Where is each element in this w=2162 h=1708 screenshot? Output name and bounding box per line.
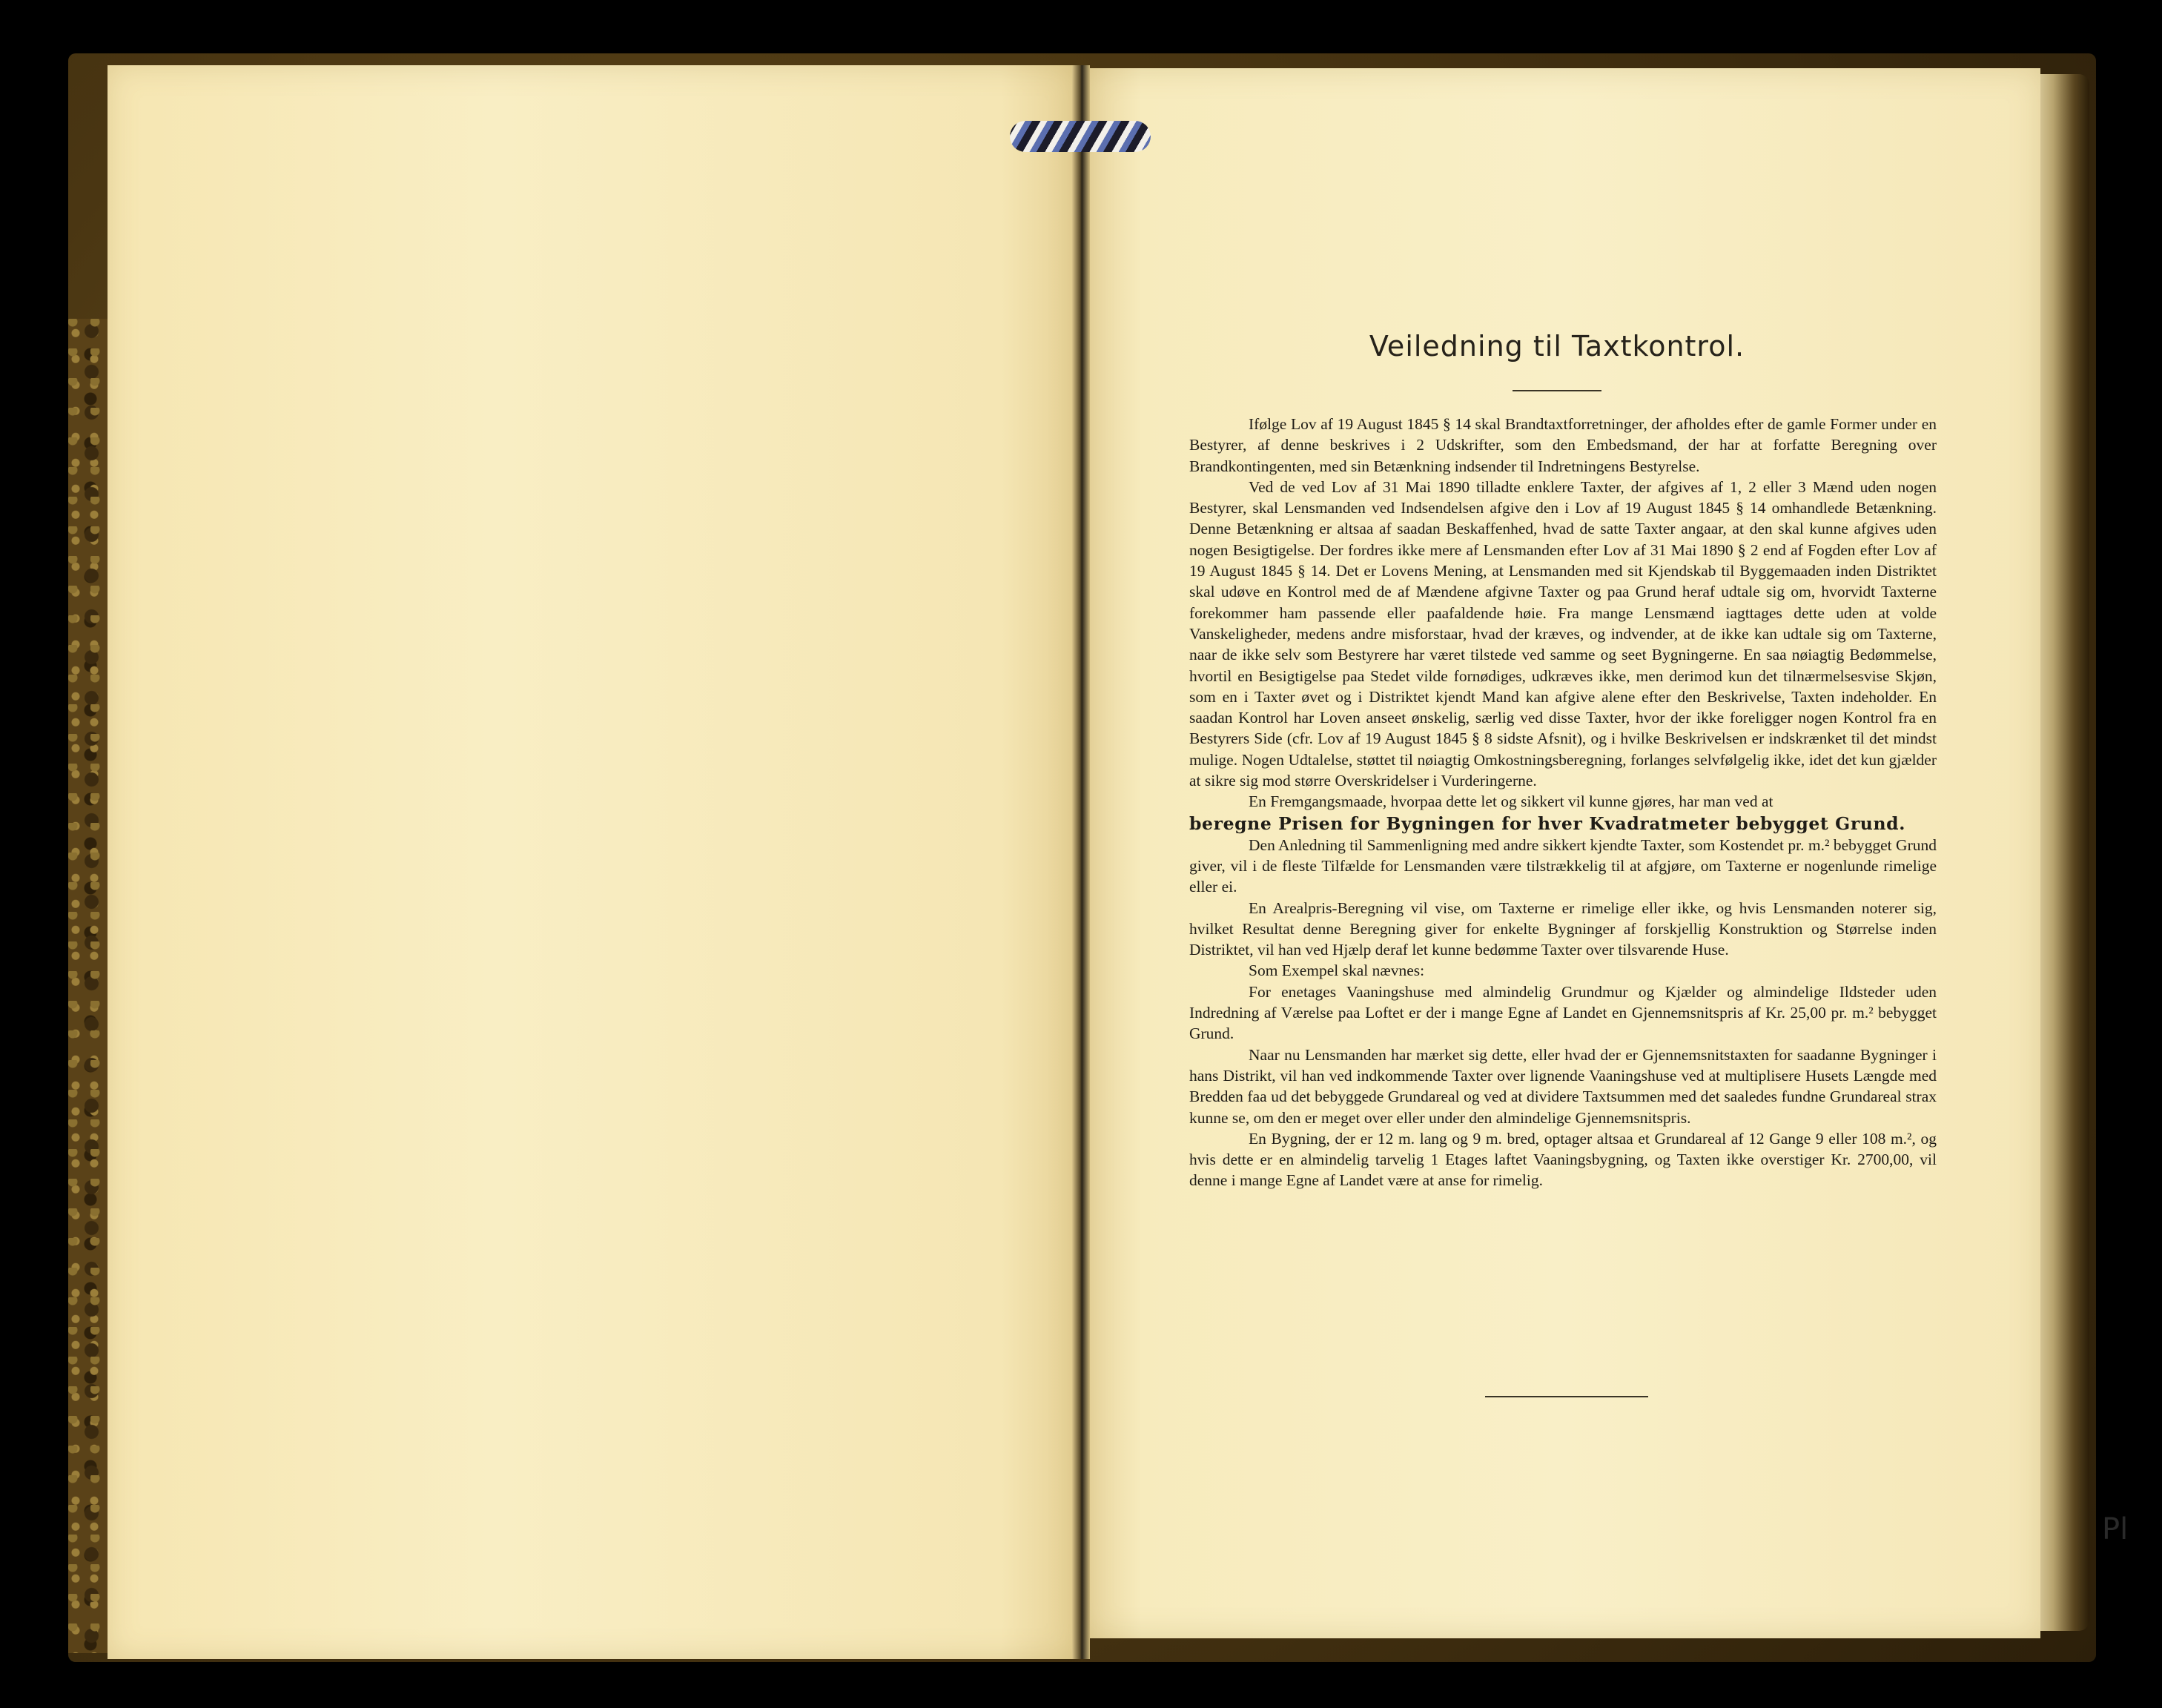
paragraph: Den Anledning til Sammenligning med andre sikkert kjendte Taxter, som Kostendet pr. m.² bebygget Grund giver, vil i de fleste Tilfælde for Lensmanden være tilstrækkelig til at afgjøre, om Taxterne er nogenlunde rimelige eller ei.: [1189, 835, 1937, 896]
page-title: Veiledning til Taxtkontrol.: [1369, 330, 1745, 363]
instruction-text: [1189, 414, 1937, 1191]
paragraph: Ifølge Lov af 19 August 1845 § 14 skal Brandtaxtforretninger, der afholdes efter de gamle Former under en Bestyrer, af denne beskrives i 2 Udskrifter, som den Embedsmand, der har at forfatte Beregning over Brandkontingenten, med sin Betænkning indsender til Indretningens Bestyrelse.: [1189, 415, 1937, 475]
binding-thread: [1010, 121, 1151, 152]
title-rule: [1513, 390, 1601, 391]
bold-instruction: beregne Prisen for Bygningen for hver Kvadratmeter bebygget Grund.: [1189, 812, 1905, 834]
book-spine: [1072, 65, 1090, 1659]
paragraph: Ved de ved Lov af 31 Mai 1890 tilladte enklere Taxter, der afgives af 1, 2 eller 3 Mænd uden nogen Bestyrer, skal Lensmanden ved Indsendelsen afgive den i Lov af 19 August 1845 § 14 omhandlede Betænkning. Denne Betænkning er altsaa af saadan Beskaffenhed, hvad de satte Taxter angaar, at den skal kunne afgives uden nogen Besigtigelse. Der fordres ikke mere af Lensmanden efter Lov af 31 Mai 1890 § 2 end af Fogden efter Lov af 19 August 1845 § 14. Det er Lovens Mening, at Lensmanden med sit Kjendskab til Byggemaaden inden Distriktet skal udøve en Kontrol med de af Mændene afgivne Taxter og paa Grund heraf udtale sig om, hvorvidt Taxterne forekommer ham passende eller paafaldende høie. Fra mange Lensmænd iagttages dette uden at volde Vanskeligheder, medens andre misforstaar, hvad der kræves, og indvender, at de ikke kan udtale sig om Taxterne, naar de ikke selv som Bestyrere har været tilstede ved samme og seet Bygningerne. En saa nøiagtig Bedømmelse, hvortil en Besigtigelse paa Stedet vilde fornødiges, udkræves ikke, men derimod kun det tilnærmelsesvise Skjøn, som en i Taxter øvet og i Distriktet kjendt Mand kan afgive alene efter den Beskrivelse, Taxten indeholder. En saadan Kontrol har Loven anseet ønskelig, særlig ved disse Taxter, hvor der ikke foreligger nogen Kontrol fra en Bestyrers Side (cfr. Lov af 19 August 1845 § 8 sidste Afsnit), og i hvilke Beskrivelsen er indskrænket til det mindst mulige. Nogen Udtalelse, støttet til nøiagtig Omkostningsberegning, forlanges selvfølgelig ikke, idet det kun gjælder at sikre sig mod større Overskridelser i Vurderingerne.: [1189, 477, 1937, 790]
paragraph: En Bygning, der er 12 m. lang og 9 m. bred, optager altsaa et Grundareal af 12 Gange 9 eller 108 m.², og hvis dette er en almindelig tarvelig 1 Etages laftet Vaaningsbygning, og Taxten ikke overstiger Kr. 2700,00, vil denne i mange Egne af Landet være at anse for rimelig.: [1189, 1129, 1937, 1190]
closing-rule: [1485, 1396, 1648, 1397]
left-page-blank: [108, 65, 1079, 1659]
paragraph: Naar nu Lensmanden har mærket sig dette, eller hvad der er Gjennemsnitstaxten for saadanne Bygninger i hans Distrikt, vil han ved indkommende Taxter over lignende Vaaningshuse ved at multiplisere Husets Længde med Bredden faa ud det bebyggede Grundareal og ved at dividere Taxtsummen med det saaledes fundne Grundareal strax kunne se, om den er meget over eller under den almindelige Gjennemsnitspris.: [1189, 1045, 1937, 1127]
page-block-edge: [2037, 74, 2089, 1631]
paragraph: En Fremgangsmaade, hvorpaa dette let og sikkert vil kunne gjøres, har man ved at: [1249, 792, 1773, 811]
paragraph: En Arealpris-Beregning vil vise, om Taxterne er rimelige eller ikke, og hvis Lensmanden noterer sig, hvilket Resultat denne Beregning giver for enkelte Bygninger af forskjellig Konstruktion og Størrelse inden Distriktet, vil han ved Hjælp deraf let kunne bedømme Taxter over tilsvarende Huse.: [1189, 898, 1937, 959]
paragraph: For enetages Vaaningshuse med almindelig Grundmur og Kjælder og almindelige Ildsteder uden Indredning af Værelse paa Loftet er der i mange Egne af Landet en Gjennemsnitspris af Kr. 25,00 pr. m.² bebygget Grund.: [1189, 982, 1937, 1043]
margin-note: Pl: [2102, 1512, 2129, 1546]
paragraph: Som Exempel skal nævnes:: [1249, 961, 1425, 980]
